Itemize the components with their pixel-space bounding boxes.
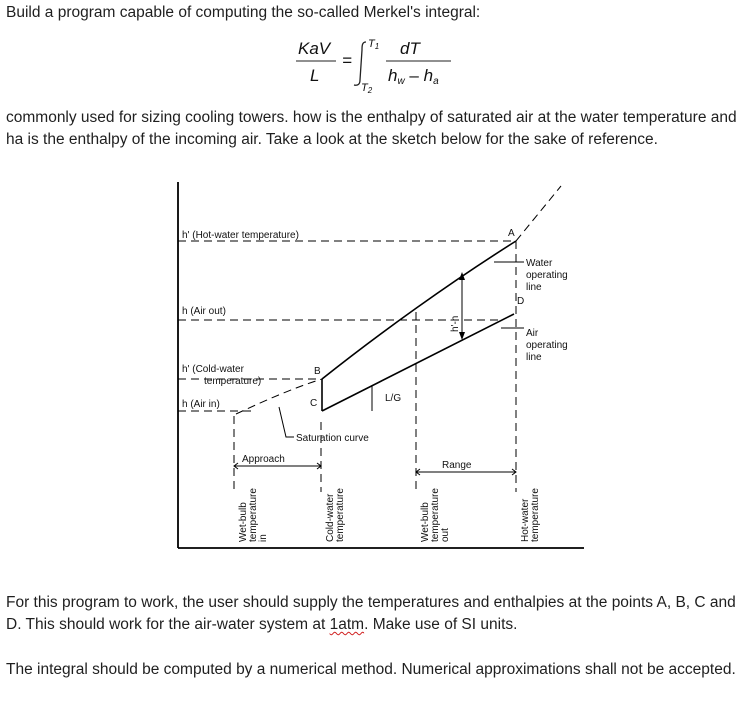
label-hot-water-temp-2: temperature <box>530 488 541 542</box>
label-cold-water-enthalpy-2: temperature) <box>204 376 262 387</box>
label-approach: Approach <box>242 454 285 465</box>
intro-text: Build a program capable of computing the so-called Merkel's integral: <box>6 4 481 21</box>
formula-equals: = <box>342 51 352 70</box>
label-wet-bulb-in-3: in <box>258 534 269 542</box>
label-water-line-2: operating <box>526 270 568 281</box>
label-point-b: B <box>314 366 321 377</box>
air-operating-line <box>322 314 514 411</box>
spellcheck-word: 1atm <box>329 616 365 633</box>
formula-lhs-denominator: L <box>310 66 320 85</box>
method-paragraph: The integral should be computed by a numerical method. Numerical approximations shall not be accepted. <box>6 661 736 678</box>
formula-numerator: dT <box>400 39 420 58</box>
merkel-formula <box>296 34 466 94</box>
saturation-curve-upper-dashed <box>516 186 561 241</box>
requirements-paragraph: For this program to work, the user should supply the temperatures and enthalpies at the points A, B, C and D. This should work for the air-water system at 1atm. Make use of SI units. <box>6 594 736 633</box>
label-air-line-2: operating <box>526 340 568 351</box>
label-cold-water-enthalpy: h' (Cold-water <box>182 364 244 375</box>
label-range: Range <box>442 460 472 471</box>
label-hot-water-enthalpy: h' (Hot-water temperature) <box>182 230 299 241</box>
label-cold-water-temp-2: temperature <box>335 488 346 542</box>
label-point-c: C <box>310 398 318 409</box>
label-wet-bulb-out-1: Wet-bulb <box>420 502 431 542</box>
label-air-line-3: line <box>526 352 542 363</box>
label-point-d: D <box>517 296 525 307</box>
description-paragraph: commonly used for sizing cooling towers. how is the enthalpy of saturated air at the water temperature and ha is the enthalpy of the incoming air. Take a look at the sketch below for the sake of reference. <box>6 109 737 148</box>
label-water-line-3: line <box>526 282 542 293</box>
label-water-line-1: Water <box>526 258 553 269</box>
formula-upper-limit: T1 <box>368 38 380 51</box>
label-h-difference: h'-h <box>450 315 461 332</box>
cooling-tower-sketch <box>176 182 586 554</box>
label-wet-bulb-out-2: temperature <box>430 488 441 542</box>
label-hot-water-temp-1: Hot-water <box>520 498 531 542</box>
saturation-curve <box>322 241 516 379</box>
label-wet-bulb-in-2: temperature <box>248 488 259 542</box>
label-lg: L/G <box>385 393 402 404</box>
label-wet-bulb-out-3: out <box>440 528 451 542</box>
label-saturation-curve: Saturation curve <box>296 433 369 444</box>
integral-sign <box>354 42 366 85</box>
formula-lower-limit: T2 <box>361 82 373 94</box>
label-cold-water-temp-1: Cold-water <box>325 493 336 542</box>
label-air-in-enthalpy: h (Air in) <box>182 399 220 410</box>
formula-denominator: hw – ha <box>388 66 439 87</box>
label-air-out-enthalpy: h (Air out) <box>182 306 226 317</box>
formula-lhs-numerator: KaV <box>298 39 331 58</box>
label-air-line-1: Air <box>526 328 539 339</box>
label-point-a: A <box>508 228 515 239</box>
label-wet-bulb-in-1: Wet-bulb <box>238 502 249 542</box>
